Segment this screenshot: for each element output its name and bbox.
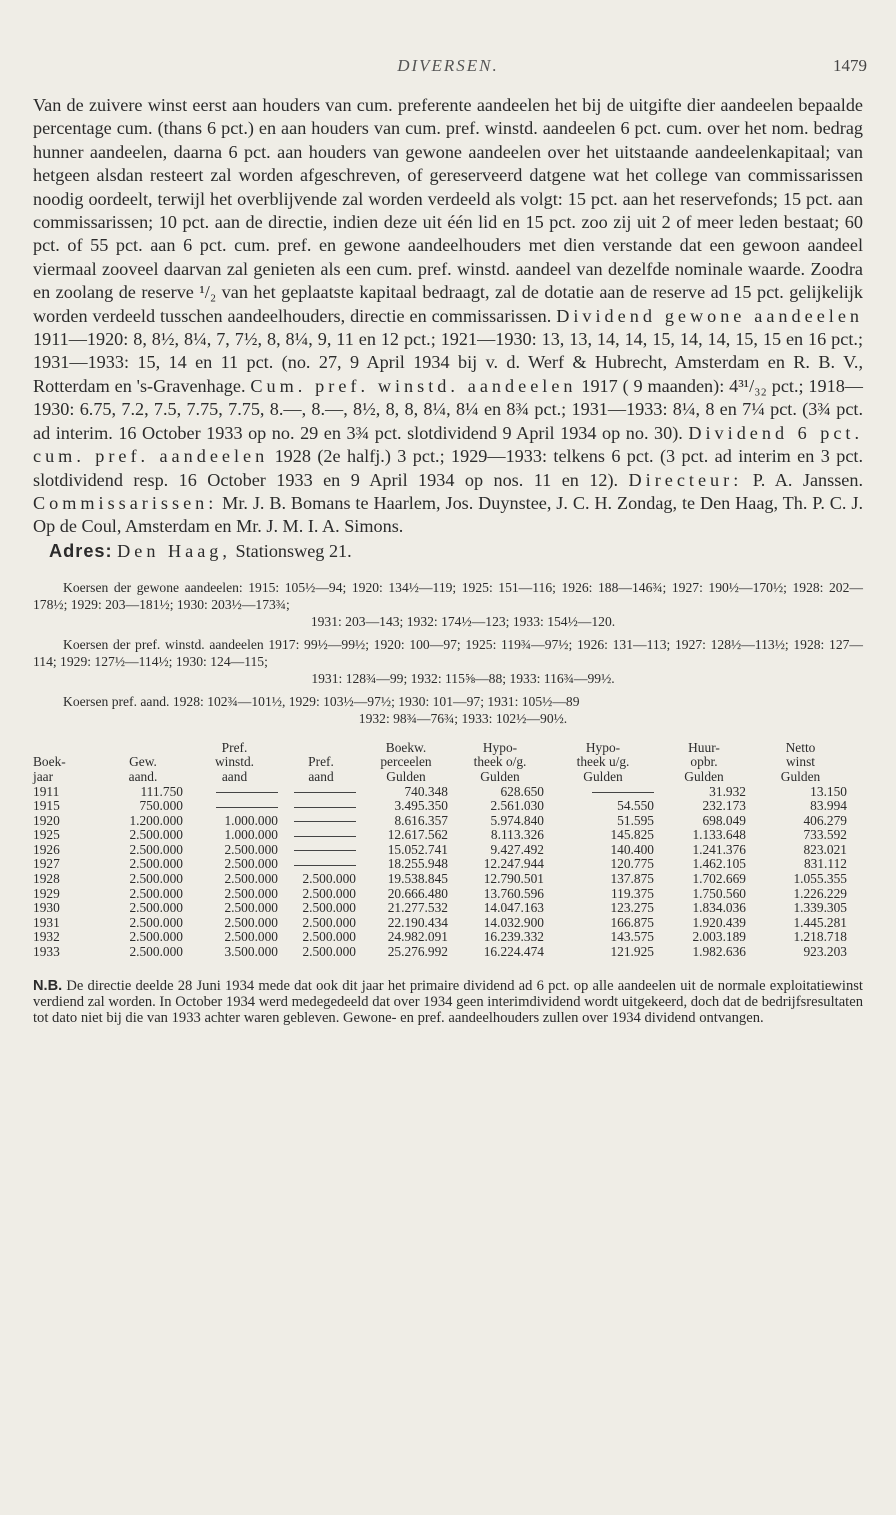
table-row — [33, 887, 851, 902]
directeur-label: Directeur: — [628, 469, 743, 490]
cell-year: 1929 — [33, 885, 60, 901]
table-row — [33, 785, 851, 800]
cell-year: 1925 — [33, 827, 60, 843]
cell-pref: 2.500.000 — [302, 885, 356, 901]
cell-hypo-og: 5.974.840 — [490, 812, 544, 828]
cell-hypo-og: 12.247.944 — [483, 856, 544, 872]
cell-year: 1930 — [33, 900, 60, 916]
koersen-gewone-cont: 1931: 203—143; 1932: 174½—123; 1933: 154½—120. — [310, 613, 616, 629]
koersen-pref-winstd-text: Koersen der pref. winstd. aandeelen 1917: 99½—99½; 1920: 100—97; 1925: 119¾—97½; 1926: 131—113; 1927: 128½—113½; 1928: 127—114; 1929: 127½—114½; 1930: 124—115; — [33, 636, 863, 669]
koersen-pref — [33, 693, 863, 727]
cell-pref: 2.500.000 — [302, 929, 356, 945]
koersen-pref-winstd-cont: 1931: 128¾—99; 1932: 115⅝—88; 1933: 116¾—99½. — [311, 670, 615, 686]
cell-hypo-ug — [548, 785, 658, 800]
cell-pref-winstd — [187, 785, 282, 800]
cell-netto: 83.994 — [810, 798, 847, 814]
cell-hypo-ug: 119.375 — [610, 885, 654, 901]
cell-boekw: 25.276.992 — [387, 944, 448, 960]
cell-pref — [282, 785, 360, 800]
empty-dash — [294, 850, 356, 851]
empty-dash — [592, 792, 654, 793]
header-boekjaar: Boek- jaar — [33, 754, 66, 784]
koersen-pref-winstd — [33, 636, 863, 687]
cell-pref-winstd: 1.000.000 — [224, 812, 278, 828]
cell-hypo-ug: 137.875 — [610, 871, 654, 887]
empty-dash — [294, 821, 356, 822]
cell-pref: 2.500.000 — [302, 914, 356, 930]
note-text: De directie deelde 28 Juni 1934 mede dat ook dit jaar het primaire dividend ad 6 pct. op alle aandeelen uit de normale exploitatiewinst verdiend zal worden. In October 1934 werd medegedeeld dat over 1934 geen interimdividend wordt uitgekeerd, doch dat de bedrijfsresultaten tot dato niet bij die van 1933 achter waren gebleven. Gewone- en pref. aandeelhouders zullen over 1934 dividend ontvangen. — [33, 977, 863, 1027]
cell-year: 1933 — [33, 944, 60, 960]
cell-pref — [282, 843, 360, 858]
koersen-gewone-text: Koersen der gewone aandeelen: 1915: 105½—94; 1920: 134½—119; 1925: 151—116; 1926: 188—146¾; 1927: 190½—170½; 1928: 202—178½; 1929: 203—181½; 1930: 203½—173¾; — [33, 579, 863, 612]
table-row — [33, 814, 851, 829]
cell-hypo-ug: 54.550 — [617, 798, 654, 814]
directeur-text: P. A. Janssen. — [742, 469, 863, 490]
cell-boekw: 19.538.845 — [387, 871, 448, 887]
table-body — [33, 785, 851, 960]
cell-pref-winstd: 2.500.000 — [224, 841, 278, 857]
cell-hypo-ug: 143.575 — [610, 929, 654, 945]
cell-netto: 13.150 — [810, 783, 847, 799]
cell-pref: 2.500.000 — [302, 900, 356, 916]
header-gew-aand: Gew. aand. — [128, 754, 158, 784]
cell-hypo-og: 9.427.492 — [490, 841, 544, 857]
page — [33, 50, 867, 1027]
note-label: N.B. — [33, 977, 63, 994]
section-title: DIVERSEN. — [397, 56, 499, 75]
cell-netto: 1.055.355 — [793, 871, 847, 887]
company-description — [33, 94, 863, 539]
header-hypo-og: Hypo- theek o/g. Gulden — [473, 739, 527, 784]
cell-boekw: 15.052.741 — [387, 841, 448, 857]
cell-huur: 1.702.669 — [692, 871, 746, 887]
cell-gew: 1.200.000 — [129, 812, 183, 828]
cell-year: 1915 — [33, 798, 60, 814]
cell-boekw: 12.617.562 — [387, 827, 448, 843]
address-street: Stationsweg 21. — [235, 540, 352, 561]
cell-year: 1928 — [33, 871, 60, 887]
dividend-pref-text: 1928 (2e halfj.) 3 pct.; 1929—1933: telkens 6 pct. (3 pct. ad interim en 3 pct. slotdividend resp. 16 October 1933 en 9 April 1934 op nos. 11 en 12). — [33, 446, 863, 490]
cell-pref-winstd: 2.500.000 — [224, 929, 278, 945]
cell-year: 1931 — [33, 914, 60, 930]
cell-netto: 923.203 — [803, 944, 847, 960]
cell-boekw: 21.277.532 — [387, 900, 448, 916]
cell-pref-winstd: 1.000.000 — [224, 827, 278, 843]
cell-pref-winstd: 2.500.000 — [224, 885, 278, 901]
cell-gew: 2.500.000 — [129, 944, 183, 960]
profit-distribution-text: Van de zuivere winst eerst aan houders van cum. preferente aandeelen het bij de uitgifte dier aandeelen bepaalde percentage cum. (thans 6 pct.) en aan houders van cum. pref. winstd. aandeelen 6 pct. cum. over het nom. bedrag hunner aandeelen, daarna 6 pct. aan houders van gewone aandeelen over het uitstaande aandeelenkapitaal; van hetgeen alsdan resteert zal worden afgeschreven, of gereserveerd datgene wat het college van commissarissen noodig oordeelt, terwijl het overblijvende zal worden verdeeld als volgt: 15 pct. aan het reservefonds; 15 pct. aan commissarissen; 10 pct. aan de directie, indien deze uit één lid en 15 pct. zoo zij uit 2 of meer leden bestaat; 60 pct. of 55 pct. aan 6 pct. cum. pref. en gewone aandeelhouders met dien verstande dat een gewoon aandeel viermaal zooveel daarvan zal genieten als een cum. pref. winstd. aandeel van dezelfde nominale waarde. Zoodra en zoolang de reserve ¹/₂ van het geplaatste kapitaal bedraagt, zal de dotatie aan de reserve ad 15 pct. gelijkelijk worden verdeeld tusschen aandeelhouders, directie en commissarissen. — [33, 95, 863, 326]
cell-gew: 750.000 — [139, 798, 183, 814]
cell-netto: 406.279 — [803, 812, 847, 828]
cell-boekw: 3.495.350 — [394, 798, 448, 814]
cell-pref-winstd: 3.500.000 — [224, 944, 278, 960]
cell-pref — [282, 814, 360, 829]
cell-huur: 1.241.376 — [692, 841, 746, 857]
cell-hypo-og: 16.224.474 — [483, 944, 544, 960]
commissarissen-label: Commissarissen: — [33, 492, 218, 513]
cell-netto: 1.226.229 — [793, 885, 847, 901]
empty-dash — [216, 792, 278, 793]
cell-hypo-ug: 121.925 — [610, 944, 654, 960]
table-row — [33, 872, 851, 887]
cell-pref-winstd: 2.500.000 — [224, 856, 278, 872]
cell-hypo-og: 12.790.501 — [483, 871, 544, 887]
header-boekw: Boekw. perceelen Gulden — [380, 739, 432, 784]
cell-boekw: 20.666.480 — [387, 885, 448, 901]
cell-pref — [282, 857, 360, 872]
cell-hypo-ug: 51.595 — [617, 812, 654, 828]
cell-year: 1932 — [33, 929, 60, 945]
running-header — [33, 50, 867, 94]
cell-year: 1926 — [33, 841, 60, 857]
empty-dash — [294, 807, 356, 808]
address-city: Den Haag, — [117, 540, 231, 561]
table-row — [33, 916, 851, 931]
cum-pref-text: 1917 ( 9 maanden): 4³¹/₃₂ pct.; 1918—1930: 6.75, 7.2, 7.5, 7.75, 7.75, 8.—, 8.—, 8½, 8, 8, 8¼, 8¼ en 8¾ pct.; 1931—1933: 8¼, 8 en 7¼ pct. (3¾ pct. ad interim. 16 October 1933 op no. 29 en 3¾ pct. slotdividend 9 April 1934 op no. 30). — [33, 375, 863, 443]
cell-huur: 1.920.439 — [692, 914, 746, 930]
cell-hypo-ug: 145.825 — [610, 827, 654, 843]
cell-netto: 1.218.718 — [793, 929, 847, 945]
cell-gew: 2.500.000 — [129, 885, 183, 901]
financial-table — [33, 741, 851, 960]
cell-netto: 823.021 — [803, 841, 847, 857]
cell-huur: 1.133.648 — [692, 827, 746, 843]
cum-pref-label: Cum. pref. winstd. aandeelen — [250, 375, 577, 396]
cell-hypo-og: 13.760.596 — [483, 885, 544, 901]
header-netto: Netto winst Gulden — [780, 739, 821, 784]
cell-huur: 232.173 — [702, 798, 746, 814]
empty-dash — [294, 792, 356, 793]
cell-pref: 2.500.000 — [302, 871, 356, 887]
cell-huur: 31.932 — [709, 783, 746, 799]
empty-dash — [216, 807, 278, 808]
header-pref-aand: Pref. aand — [308, 754, 334, 784]
table-row — [33, 901, 851, 916]
table-row — [33, 799, 851, 814]
cell-pref-winstd: 2.500.000 — [224, 900, 278, 916]
empty-dash — [294, 865, 356, 866]
dividend-label: Dividend gewone aandeelen — [556, 305, 863, 326]
empty-dash — [294, 836, 356, 837]
table-row — [33, 930, 851, 945]
koersen-block — [33, 579, 863, 727]
header-hypo-ug: Hypo- theek u/g. Gulden — [576, 739, 630, 784]
cell-hypo-og: 628.650 — [500, 783, 544, 799]
cell-hypo-ug: 123.275 — [610, 900, 654, 916]
cell-year: 1920 — [33, 812, 60, 828]
cell-year: 1911 — [33, 783, 60, 799]
cell-boekw: 24.982.091 — [387, 929, 448, 945]
cell-pref-winstd — [187, 799, 282, 814]
cell-pref: 2.500.000 — [302, 944, 356, 960]
note — [33, 978, 863, 1027]
koersen-pref-cont: 1932: 98¾—76¾; 1933: 102½—90½. — [358, 710, 568, 726]
dividend-text: 1911—1920: 8, 8½, 8¼, 7, 7½, 8, 8¼, 9, 11 en 12 pct.; 1921—1930: 13, 13, 14, 14, 15, 14, 14, 15, 15 en 16 pct.; 1931—1933: 15, 14 en 11 pct. (no. 27, 9 April 1934 bij v. d. Werf & Hubrecht, Amsterdam en R. B. V., Rotterdam en 's-Gravenhage. — [33, 329, 863, 396]
cell-boekw: 740.348 — [404, 783, 448, 799]
commissarissen-text: Mr. J. B. Bomans te Haarlem, Jos. Duynstee, J. C. H. Zondag, te Den Haag, Th. P. C. J. Op de Coul, Amsterdam en Mr. J. M. I. A. Simons. — [33, 492, 863, 537]
cell-netto: 1.339.305 — [793, 900, 847, 916]
cell-netto: 831.112 — [803, 856, 847, 872]
cell-huur: 1.750.560 — [692, 885, 746, 901]
table-header-row — [33, 741, 851, 785]
table-row — [33, 945, 851, 960]
cell-gew: 2.500.000 — [129, 856, 183, 872]
cell-pref-winstd: 2.500.000 — [224, 871, 278, 887]
cell-boekw: 8.616.357 — [394, 812, 448, 828]
body-paragraph — [33, 94, 863, 539]
cell-hypo-ug: 166.875 — [610, 914, 654, 930]
cell-huur: 1.462.105 — [692, 856, 746, 872]
cell-gew: 2.500.000 — [129, 827, 183, 843]
table-row — [33, 857, 851, 872]
cell-hypo-og: 16.239.332 — [483, 929, 544, 945]
cell-huur: 1.982.636 — [692, 944, 746, 960]
cell-gew: 2.500.000 — [129, 929, 183, 945]
koersen-pref-text: Koersen pref. aand. 1928: 102¾—101½, 1929: 103½—97½; 1930: 101—97; 1931: 105½—89 — [63, 693, 580, 709]
cell-pref-winstd: 2.500.000 — [224, 914, 278, 930]
address-label: Adres: — [49, 540, 113, 561]
cell-huur: 2.003.189 — [692, 929, 746, 945]
cell-boekw: 18.255.948 — [387, 856, 448, 872]
cell-pref — [282, 799, 360, 814]
cell-huur: 698.049 — [702, 812, 746, 828]
cell-hypo-og: 14.047.163 — [483, 900, 544, 916]
page-number: 1479 — [833, 56, 867, 75]
address-line — [33, 539, 863, 563]
cell-hypo-ug: 140.400 — [610, 841, 654, 857]
cell-netto: 733.592 — [803, 827, 847, 843]
cell-netto: 1.445.281 — [793, 914, 847, 930]
cell-pref — [282, 828, 360, 843]
dividend-pref-label: Dividend 6 pct. cum. pref. aandeelen — [33, 422, 863, 467]
cell-gew: 2.500.000 — [129, 841, 183, 857]
header-huur: Huur- opbr. Gulden — [684, 739, 724, 784]
cell-hypo-og: 2.561.030 — [490, 798, 544, 814]
header-pref-winstd: Pref. winstd. aand — [214, 739, 255, 784]
cell-gew: 2.500.000 — [129, 914, 183, 930]
cell-hypo-og: 8.113.326 — [490, 827, 544, 843]
cell-hypo-ug: 120.775 — [610, 856, 654, 872]
cell-gew: 2.500.000 — [129, 871, 183, 887]
table-row — [33, 828, 851, 843]
cell-gew: 2.500.000 — [129, 900, 183, 916]
table-row — [33, 843, 851, 858]
cell-year: 1927 — [33, 856, 60, 872]
cell-hypo-og: 14.032.900 — [483, 914, 544, 930]
cell-boekw: 22.190.434 — [387, 914, 448, 930]
koersen-gewone — [33, 579, 863, 630]
cell-gew: 111.750 — [140, 783, 183, 799]
cell-huur: 1.834.036 — [692, 900, 746, 916]
